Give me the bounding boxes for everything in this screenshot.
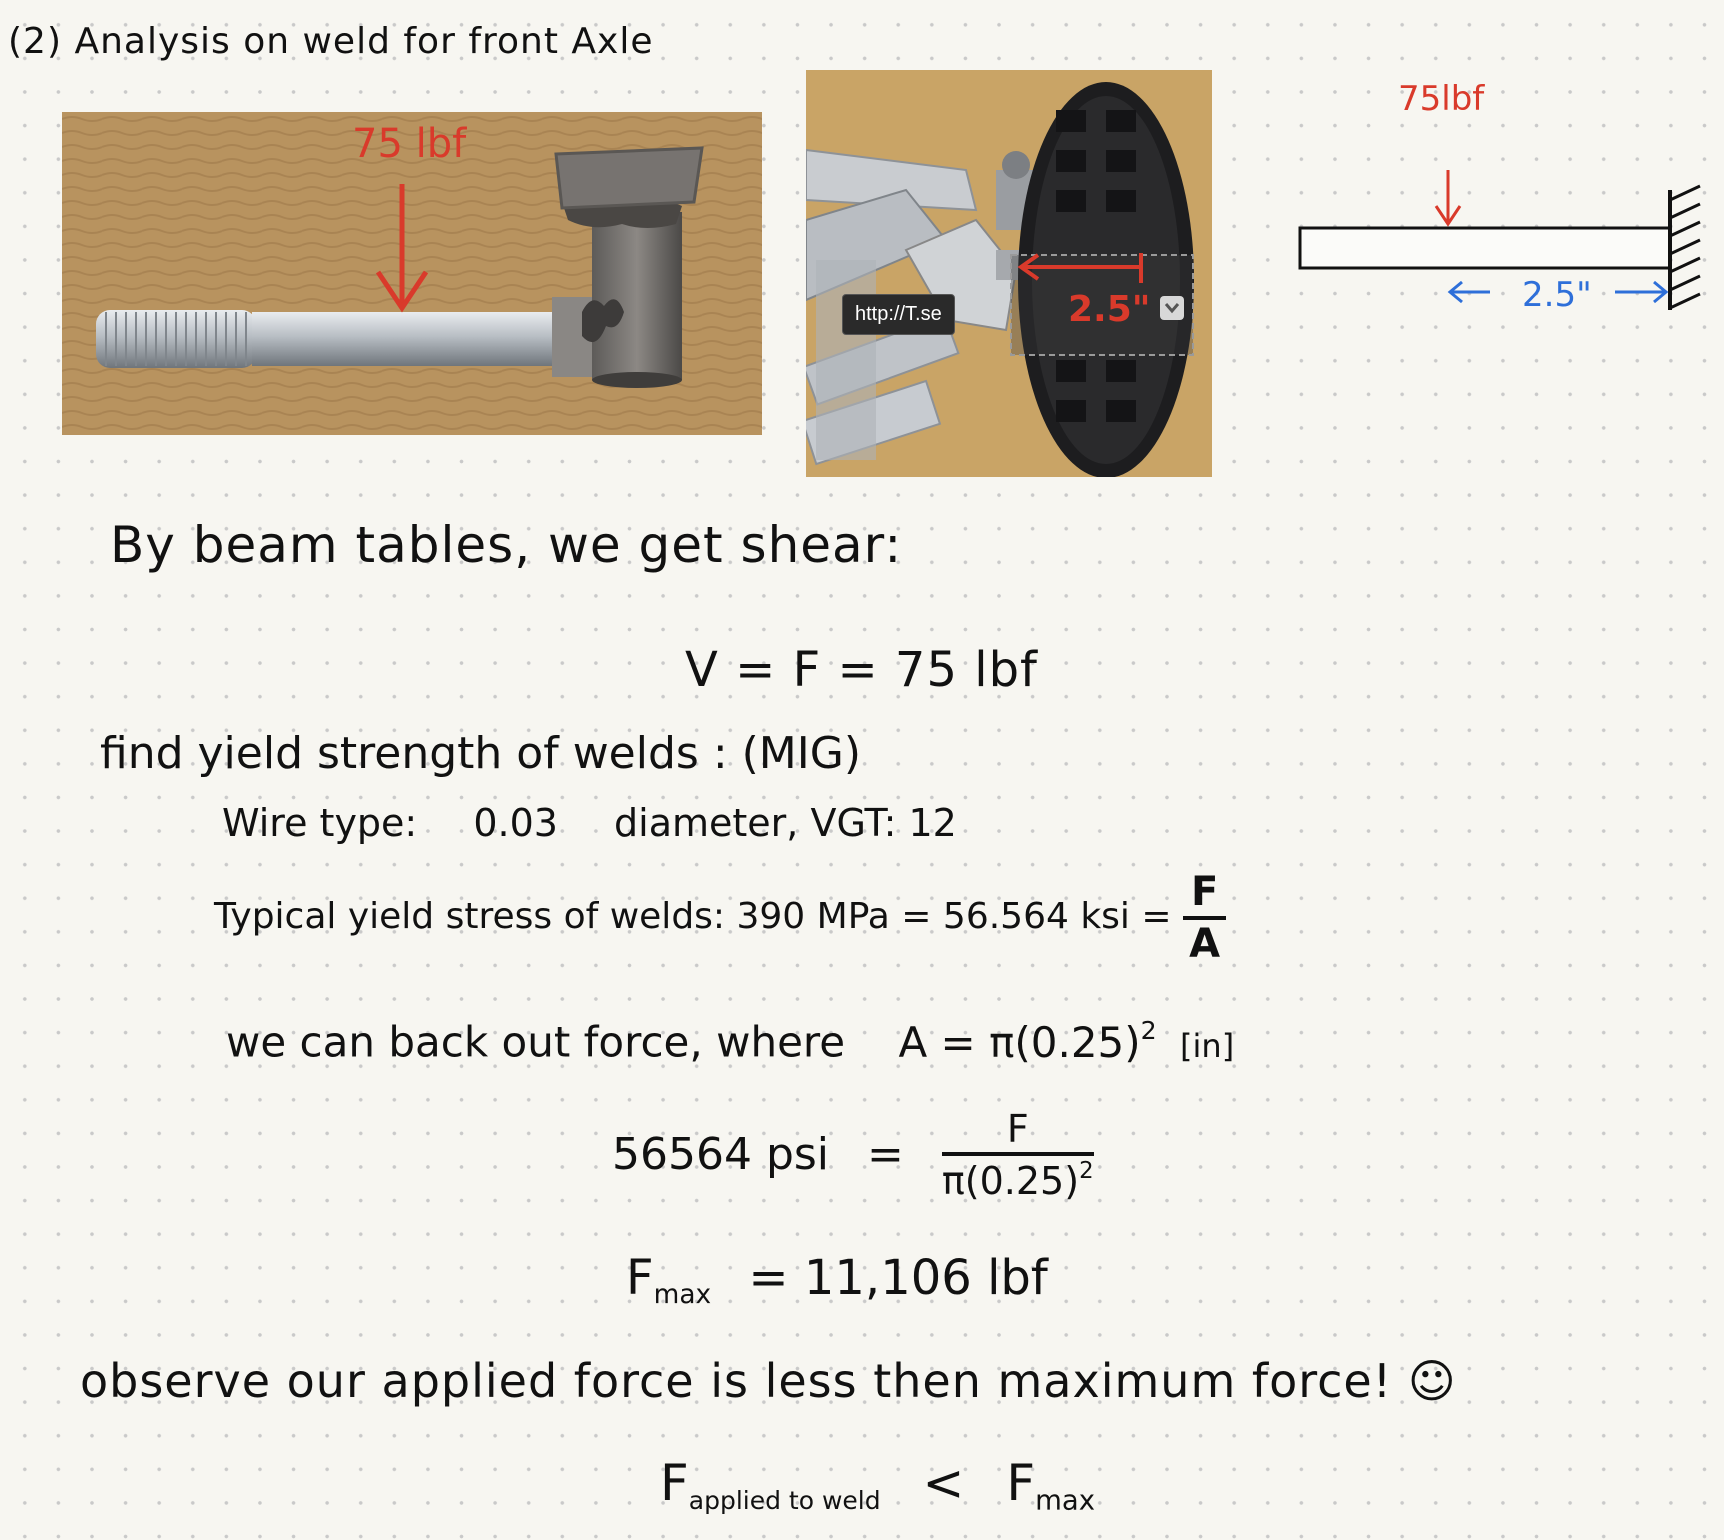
yield-stress-text: Typical yield stress of welds: 390 MPa = 56.564 ksi = bbox=[214, 896, 1172, 937]
fixed-support-hatch bbox=[1670, 186, 1700, 308]
page-title: (2) Analysis on weld for front Axle bbox=[8, 21, 654, 62]
force-comparison: $F_{applied to weld} < F_{max}$ bbox=[660, 1454, 1096, 1517]
shear-equation: V = F = 75 lbf bbox=[685, 642, 1038, 698]
beam-force-arrow bbox=[1436, 170, 1460, 224]
back-out-force-text: we can back out force, where bbox=[226, 1017, 846, 1067]
wire-diameter-value: 0.03 bbox=[473, 801, 558, 845]
force-area-numerator: F bbox=[942, 1110, 1094, 1156]
stress-fraction-denominator: A bbox=[1189, 921, 1221, 967]
axle-force-label: 75 lbf bbox=[352, 121, 467, 167]
area-exponent: 2 bbox=[1140, 1016, 1157, 1045]
wheel-dimension-label: 2.5" bbox=[1068, 289, 1151, 330]
shear-statement: By beam tables, we get shear: bbox=[110, 516, 903, 574]
beam-force-label: 75lbf bbox=[1398, 79, 1485, 119]
yield-stress-line bbox=[214, 869, 1226, 967]
area-formula: A = π(0.25) bbox=[898, 1017, 1141, 1067]
stress-fraction-numerator: F bbox=[1183, 872, 1226, 920]
yield-strength-heading: find yield strength of welds : (MIG) bbox=[100, 728, 861, 779]
stress-equals: = bbox=[867, 1128, 904, 1180]
stress-fraction bbox=[1183, 869, 1226, 967]
stress-value: 56564 psi bbox=[612, 1128, 830, 1180]
wire-type-line bbox=[222, 801, 957, 845]
max-force-result: $F_{max} = 11,106$ lbf bbox=[626, 1250, 1048, 1311]
wire-type-label: Wire type: bbox=[222, 801, 418, 845]
wheel-photo-drawing bbox=[806, 70, 1212, 477]
area-unit: [in] bbox=[1180, 1026, 1235, 1065]
back-out-force-line bbox=[226, 1016, 1235, 1067]
force-area-fraction bbox=[941, 1107, 1094, 1203]
wheel-photo bbox=[806, 70, 1212, 477]
wire-diameter-label: diameter, VGT: 12 bbox=[614, 801, 957, 845]
beam bbox=[1300, 228, 1670, 268]
stress-equation bbox=[612, 1107, 1094, 1203]
force-area-denominator: $\pi(0.25)^2$ bbox=[941, 1158, 1094, 1203]
link-tooltip: http://T.se bbox=[842, 294, 955, 335]
beam-length-label: 2.5" bbox=[1522, 275, 1592, 315]
axle-photo bbox=[62, 112, 762, 435]
beam-diagram bbox=[1290, 170, 1710, 320]
observation-statement: observe our applied force is less then maximum force! ☺ bbox=[80, 1354, 1457, 1408]
